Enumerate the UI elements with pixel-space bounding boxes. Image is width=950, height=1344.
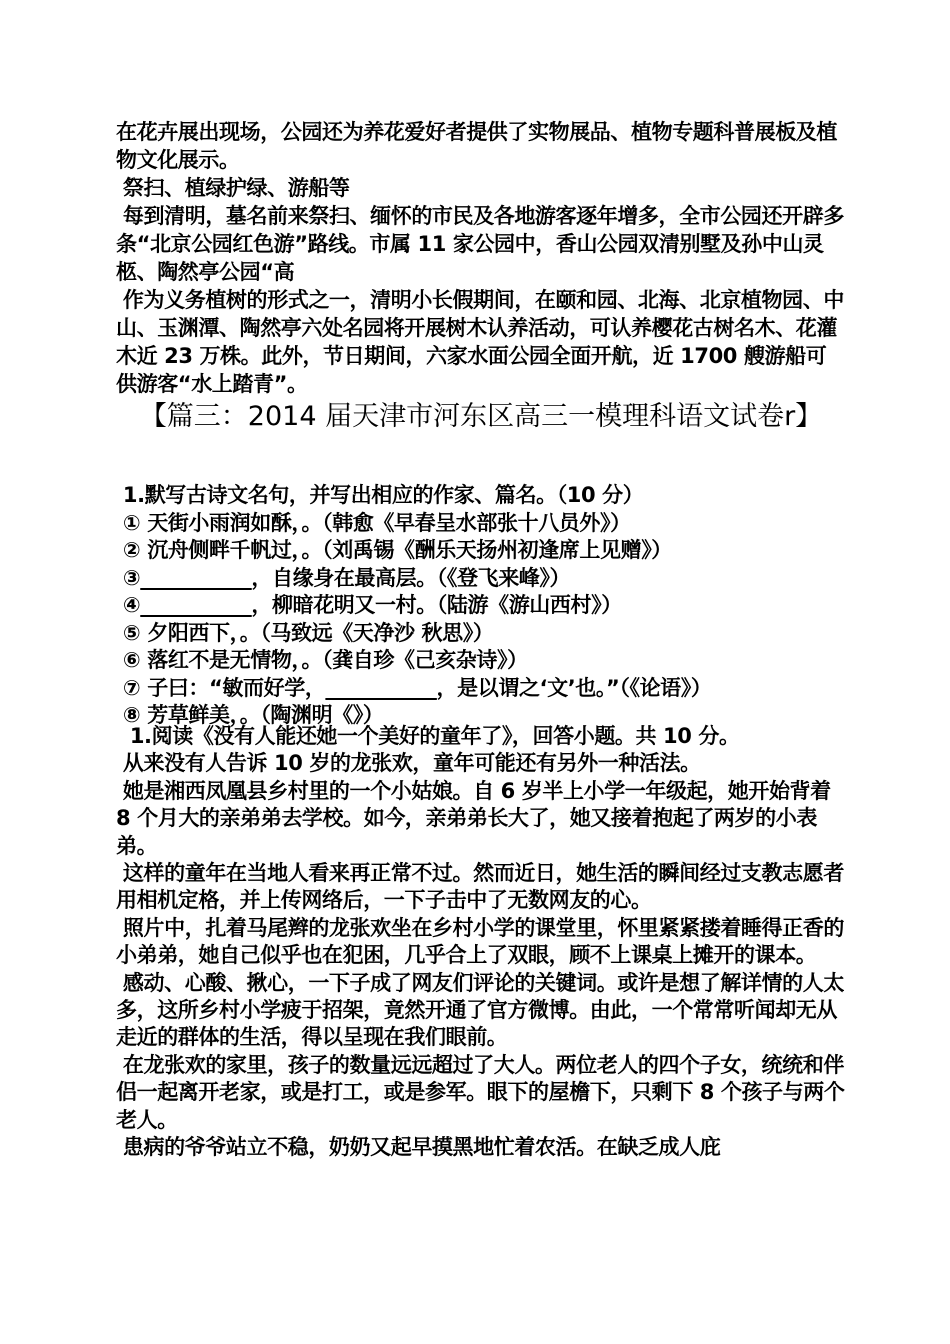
reading-paragraph-6: 在龙张欢的家里，孩子的数量远远超过了大人。两位老人的四个子女，统统和伴侣一起离开老家，或是打工，或是参军。眼下的屋檐下，只剩下 8 个孩子与两个老人。: [116, 1052, 845, 1132]
reading-paragraph-5: 感动、心酸、揪心，一下子成了网友们评论的关键词。或许是想了解详情的人太多，这所乡村小学疲于招架，竟然开通了官方微博。由此，一个常常听闻却无从走近的群体的生活，得以呈现在我们眼前。: [116, 970, 844, 1050]
paragraph-qingming-visitors: 每到清明，墓名前来祭扫、缅怀的市民及各地游客逐年增多，全市公园还开辟多条“北京公园红色游”路线。市属 11 家公园中，香山公园双清别墅及孙中山灵柩、陶然亭公园“高: [116, 204, 844, 284]
poem-item-4: ④___________，柳暗花明又一村。（陆游《游山西村》）: [116, 593, 622, 617]
paragraph-subheading-activities: 祭扫、植绿护绿、游船等: [116, 176, 350, 200]
reading-section: [116, 723, 846, 1162]
section-heading: 【篇三：2014 届天津市河东区高三一模理科语文试卷r】: [139, 401, 823, 432]
poem-item-3: ③___________，自缘身在最高层。（《登飞来峰》）: [116, 565, 571, 590]
poem-item-2: ② 沉舟侧畔千帆过，。（刘禹锡《酬乐天扬州初逢席上见赠》）: [116, 538, 672, 562]
paragraph-tree-adoption: 作为义务植树的形式之一，清明小长假期间，在颐和园、北海、北京植物园、中山、玉渊潭、陶然亭六处名园将开展树木认养活动，可认养樱花古树名木、花灌木近 23 万株。此外，节日期间，六家水面公园全面开航，近 1700 艘游船可供游客“水上踏青”。: [116, 288, 844, 396]
reading-paragraph-7: 患病的爷爷站立不稳，奶奶又起早摸黑地忙着农活。在缺乏成人庇: [116, 1135, 721, 1160]
reading-paragraph-4: 照片中，扎着马尾辫的龙张欢坐在乡村小学的课堂里，怀里紧紧搂着睡得正香的小弟弟，她自己似乎也在犯困，几乎合上了双眼，顾不上课桌上摊开的课本。: [116, 915, 844, 968]
poem-item-5: ⑤ 夕阳西下，。（马致远《天净沙 秋思》）: [116, 620, 494, 645]
reading-prompt: 1.阅读《没有人能还她一个美好的童年了》，回答小题。共 10 分。: [116, 724, 740, 748]
poem-item-6: ⑥ 落红不是无情物，。（龚自珍《己亥杂诗》）: [116, 648, 528, 672]
reading-paragraph-1: 从来没有人告诉 10 岁的龙张欢，童年可能还有另外一种活法。: [116, 751, 701, 776]
poem-item-1: ① 天街小雨润如酥，。（韩愈《早春呈水部张十八员外》）: [116, 510, 631, 535]
poem-item-8: ⑧ 芳草鲜美，。（陶渊明《》）: [116, 703, 384, 727]
question-1-section: [116, 482, 846, 730]
poem-item-7: ⑦ 子曰：“敏而好学，___________，是以谓之‘文’也。”（《论语》）: [116, 675, 712, 700]
paragraph-flower-exhibition: 在花卉展出现场，公园还为养花爱好者提供了实物展品、植物专题科普展板及植物文化展示。: [116, 120, 837, 172]
question-1-prompt: 1.默写古诗文名句，并写出相应的作家、篇名。（10 分）: [116, 483, 644, 507]
intro-section: [116, 118, 846, 398]
reading-paragraph-2: 她是湘西凤凰县乡村里的一个小姑娘。自 6 岁半上小学一年级起，她开始背着 8 个月大的亲弟弟去学校。如今，亲弟弟长大了，她又接着抱起了两岁的小表弟。: [116, 778, 838, 858]
reading-paragraph-3: 这样的童年在当地人看来再正常不过。然而近日，她生活的瞬间经过支教志愿者用相机定格，并上传网络后，一下子击中了无数网友的心。: [116, 861, 844, 913]
